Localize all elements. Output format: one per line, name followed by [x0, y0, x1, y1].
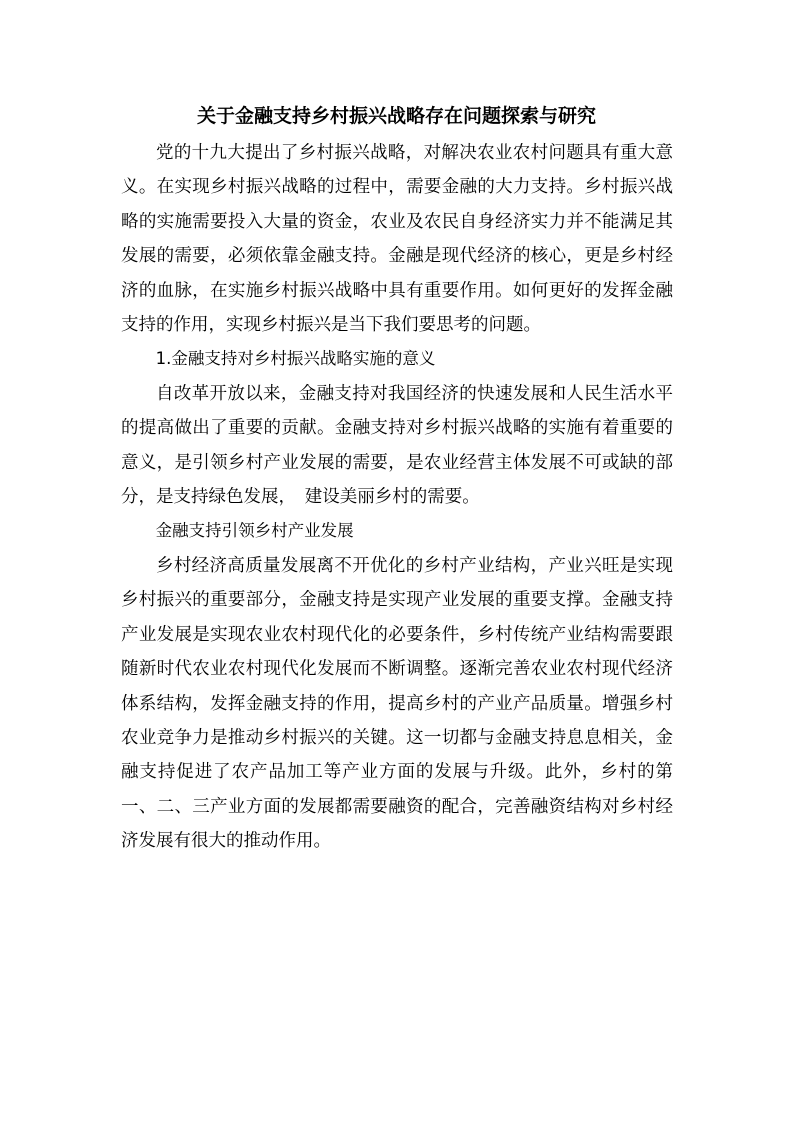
document-body [121, 136, 673, 859]
section-heading-significance: 1.金融支持对乡村振兴战略实施的意义 [155, 349, 436, 369]
paragraph-industry: 乡村经济高质量发展离不开优化的乡村产业结构，产业兴旺是实现乡村振兴的重要部分，金融支持是实现产业发展的重要支撑。金融支持产业发展是实现农业农村现代化的必要条件，乡村传统产业结构需要跟随新时代农业农村现代化发展而不断调整。逐渐完善农业农村现代经济体系结构，发挥金融支持的作用，提高乡村的产业产品质量。增强乡村农业竞争力是推动乡村振兴的关键。这一切都与金融支持息息相关，金融支持促进了农产品加工等产业方面的发展与升级。此外，乡村的第一、二、三产业方面的发展都需要融资的配合，完善融资结构对乡村经济发展有很大的推动作用。 [121, 555, 673, 852]
paragraph-significance: 自改革开放以来，金融支持对我国经济的快速发展和人民生活水平的提高做出了重要的贡献。金融支持对乡村振兴战略的实施有着重要的意义，是引领乡村产业发展的需要，是农业经营主体发展不可或缺的部分，是支持绿色发展， 建设美丽乡村的需要。 [121, 383, 673, 508]
subsection-heading-industry: 金融支持引领乡村产业发展 [155, 521, 354, 541]
paragraph-intro: 党的十九大提出了乡村振兴战略，对解决农业农村问题具有重大意义。在实现乡村振兴战略的过程中，需要金融的大力支持。乡村振兴战略的实施需要投入大量的资金，农业及农民自身经济实力并不能满足其发展的需要，必须依靠金融支持。金融是现代经济的核心，更是乡村经济的血脉，在实施乡村振兴战略中具有重要作用。如何更好的发挥金融支持的作用，实现乡村振兴是当下我们要思考的问题。 [121, 143, 673, 336]
document-title: 关于金融支持乡村振兴战略存在问题探索与研究 [196, 105, 596, 127]
